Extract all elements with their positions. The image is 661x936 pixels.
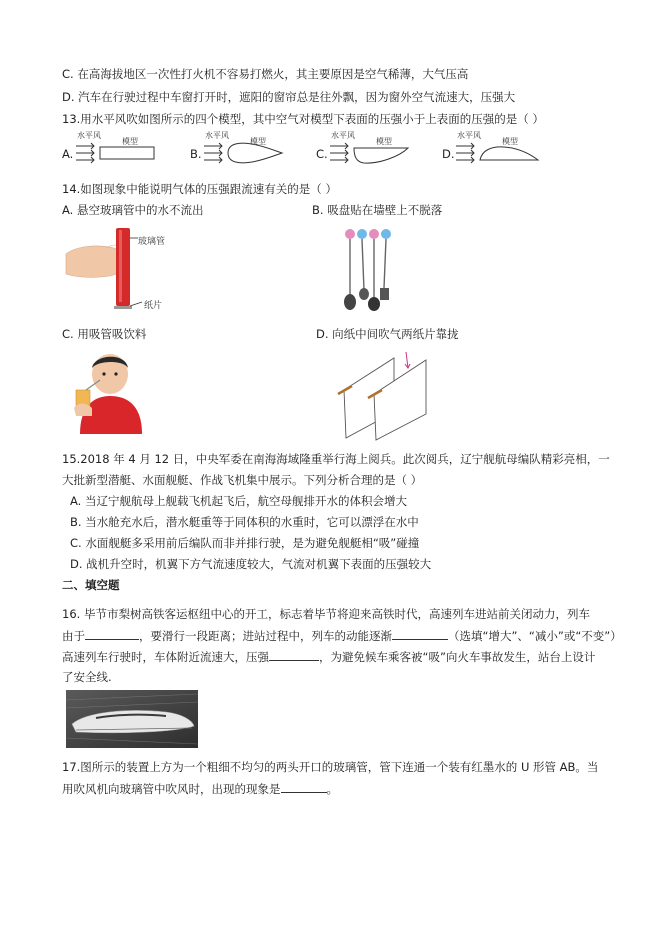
q13-c-figure	[330, 138, 410, 168]
q13-b-wind-label: 水平风	[205, 131, 229, 140]
q13-stem: 13.用水平风吹如图所示的四个模型，其中空气对模型下表面的压强小于上表面的压强的是（ ）	[62, 112, 544, 126]
q13-d-wind-label: 水平风	[457, 131, 481, 140]
q17-text-b: 。	[326, 782, 338, 796]
q16-blank-2[interactable]	[392, 627, 448, 640]
q16-text-e: ，为避免候车乘客被“吸”向火车事故发生，站台上设计	[319, 650, 596, 664]
q13-b-figure	[204, 138, 284, 168]
q16-text-d: 高速列车行驶时，车体附近流速大，压强	[62, 650, 269, 664]
q15-option-a: A. 当辽宁舰航母上舰载飞机起飞后，航空母舰排开水的体积会增大	[70, 494, 407, 508]
q13-a-model-label: 模型	[122, 137, 138, 146]
option-c-top: C. 在高海拔地区一次性打火机不容易打燃火，其主要原因是空气稀薄，大气压高	[62, 67, 469, 81]
q13-b-model-label: 模型	[250, 137, 266, 146]
q16-line3	[62, 648, 595, 665]
option-d-top: D. 汽车在行驶过程中车窗打开时，遮阳的窗帘总是往外飘，因为窗外空气流速大，压强大	[62, 90, 516, 104]
q14-option-b: B. 吸盘贴在墙壁上不脱落	[312, 203, 443, 217]
glass-tube-label: 玻璃管	[138, 237, 166, 247]
q13-c-wind-label: 水平风	[331, 131, 355, 140]
q13-d-model-label: 模型	[502, 137, 518, 146]
q14-d-figure	[334, 350, 444, 440]
q16-blank-3[interactable]	[269, 648, 319, 661]
q16-line4: 了安全线.	[62, 670, 112, 684]
q13-d-figure	[456, 138, 540, 168]
q15-stem-line1: 15.2018 年 4 月 12 日，中央军委在南海海域隆重举行海上阅兵。此次阅兵，辽宁舰航母编队精彩亮相，一	[62, 452, 610, 466]
q16-text-b: ，要滑行一段距离；进站过程中，列车的动能逐渐	[139, 629, 392, 643]
q13-a-figure	[76, 138, 156, 168]
q13-option-b-label: B.	[190, 147, 202, 161]
q13-option-d-label: D.	[442, 147, 455, 161]
q14-option-c: C. 用吸管吸饮料	[62, 327, 147, 341]
q15-option-d: D. 战机升空时，机翼下方气流速度较大，气流对机翼下表面的压强较大	[70, 557, 432, 571]
q17-line2	[62, 780, 338, 797]
q14-option-d: D. 向纸中间吹气两纸片靠拢	[316, 327, 459, 341]
q17-blank[interactable]	[281, 780, 327, 793]
q16-train-photo	[66, 690, 198, 748]
q16-text-a: 由于	[62, 629, 85, 643]
q14-a-figure	[66, 226, 186, 316]
q15-stem-line2: 大批新型潜艇、水面舰艇、作战飞机集中展示。下列分析合理的是（ ）	[62, 473, 423, 487]
q17-line1: 17.图所示的装置上方为一个粗细不均匀的两头开口的玻璃管，管下连通一个装有红墨水的 U 形管 AB。当	[62, 760, 599, 774]
paper-label: 纸片	[144, 301, 163, 311]
q16-blank-1[interactable]	[85, 627, 139, 640]
q14-c-figure	[66, 350, 146, 434]
q16-line2	[62, 627, 622, 644]
q14-stem: 14.如图现象中能说明气体的压强跟流速有关的是（ ）	[62, 182, 337, 196]
q15-option-b: B. 当水舱充水后，潜水艇重等于同体积的水重时，它可以漂浮在水中	[70, 515, 419, 529]
q13-a-wind-label: 水平风	[77, 131, 101, 140]
section-2-title: 二、填空题	[62, 578, 120, 592]
q13-option-c-label: C.	[316, 147, 328, 161]
q14-option-a: A. 悬空玻璃管中的水不流出	[62, 203, 204, 217]
q16-text-c: （选填“增大”、“减小”或“不变”）	[448, 629, 622, 643]
q13-option-a-label: A.	[62, 147, 74, 161]
q16-line1: 16. 毕节市梨树高铁客运枢纽中心的开工，标志着毕节将迎来高铁时代，高速列车进站前关闭动力，列车	[62, 607, 590, 621]
q15-option-c: C. 水面舰艇多采用前后编队而非并排行驶，是为避免舰艇相“吸”碰撞	[70, 536, 420, 550]
q13-c-model-label: 模型	[376, 137, 392, 146]
q14-b-figure	[340, 228, 400, 318]
q17-text-a: 用吹风机向玻璃管中吹风时，出现的现象是	[62, 782, 281, 796]
